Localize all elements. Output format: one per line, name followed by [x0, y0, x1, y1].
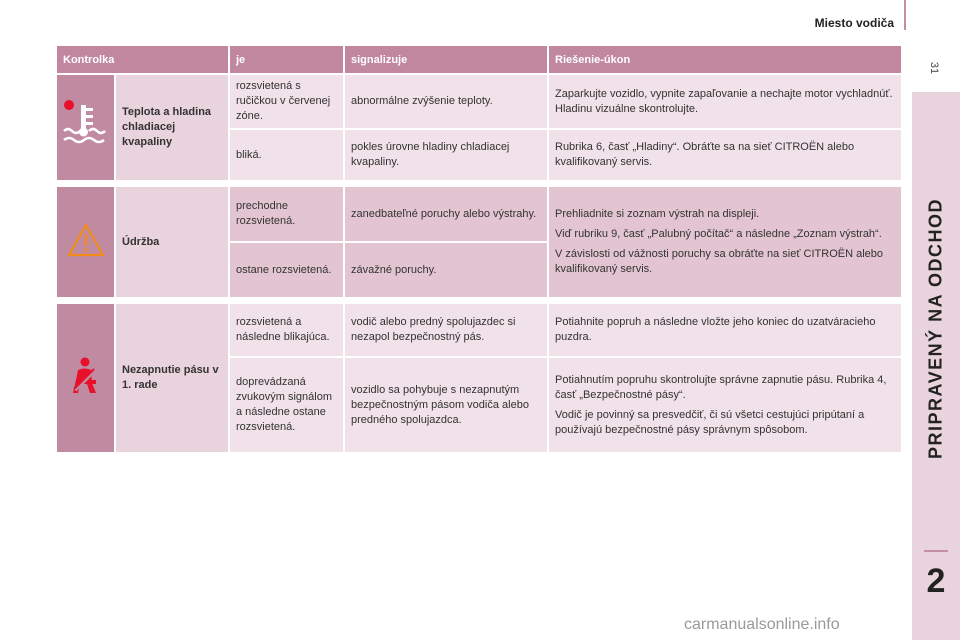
action-cell: [549, 130, 903, 182]
seatbelt-warning-icon: [66, 356, 106, 396]
warning-name: Teplota a hladina chladiacej kvapaliny: [116, 75, 230, 182]
chapter-title: PRIPRAVENÝ NA ODCHOD: [925, 197, 946, 460]
service-warning-icon: [66, 222, 106, 258]
action-text: Rubrika 6, časť „Hladiny“. Obráťte sa na sieť CITROËN alebo kvalifikovaný servis.: [555, 141, 855, 168]
icon-cell: [57, 187, 116, 299]
signal-cell: abnormálne zvýšenie teploty.: [345, 75, 549, 130]
state-cell: bliká.: [230, 130, 345, 182]
table-row: [57, 304, 903, 358]
action-text: Potiahnutím popruhu skontrolujte správne zapnutie pásu. Rubrika 4, časť „Bezpečnostné pásy“.: [555, 373, 887, 401]
page-header-title: Miesto vodiča: [814, 16, 894, 30]
action-text: Potiahnite popruh a následne vložte jeho koniec do uzatváracieho puzdra.: [555, 316, 876, 343]
signal-cell: vozidlo sa pohybuje s nezapnutým bezpečnostným pásom vodiča alebo predného spolujazdca.: [345, 358, 549, 454]
state-cell: prechodne rozsvietená.: [230, 187, 345, 243]
table-header-row: [57, 46, 903, 75]
page-number: 31: [928, 61, 940, 75]
header-riesenie: Riešenie-úkon: [549, 46, 903, 75]
chapter-side-tab: [912, 92, 960, 640]
state-cell: doprevádzaná zvukovým signálom a následne ostane rozsvietená.: [230, 358, 345, 454]
action-text: V závislosti od vážnosti poruchy sa obráťte na sieť CITROËN alebo kvalifikovaný servis.: [555, 248, 884, 275]
action-cell: [549, 187, 903, 299]
action-cell: [549, 304, 903, 358]
warning-name: Údržba: [116, 187, 230, 299]
table-row: [57, 75, 903, 130]
signal-cell: zanedbateľné poruchy alebo výstrahy.: [345, 187, 549, 243]
signal-cell: pokles úrovne hladiny chladiacej kvapaliny.: [345, 130, 549, 182]
coolant-temperature-icon: [59, 95, 113, 155]
state-cell: rozsvietená a následne blikajúca.: [230, 304, 345, 358]
action-text: Vodič je povinný sa presvedčiť, či sú všetci cestujúci pripútaní a používajú bezpečnostné pásy správnym spôsobom.: [555, 408, 865, 436]
warning-lights-table: [57, 46, 903, 454]
watermark: carmanualsonline.info: [684, 616, 840, 633]
action-text: Prehliadnite si zoznam výstrah na displeji.: [555, 208, 760, 220]
chapter-number: 2: [926, 562, 946, 600]
signal-cell: závažné poruchy.: [345, 243, 549, 299]
state-cell: rozsvietená s ručičkou v červenej zóne.: [230, 75, 345, 130]
action-cell: [549, 75, 903, 130]
action-text: Zaparkujte vozidlo, vypnite zapaľovanie a nechajte motor vychladnúť. Hladinu vizuálne skontrolujte.: [555, 87, 893, 115]
action-text: Viď rubriku 9, časť „Palubný počítač“ a následne „Zoznam výstrah“.: [555, 228, 882, 240]
header-kontrolka: Kontrolka: [57, 46, 230, 75]
action-cell: [549, 358, 903, 454]
chapter-rule: [924, 550, 948, 552]
state-cell: ostane rozsvietená.: [230, 243, 345, 299]
icon-cell: [57, 304, 116, 454]
icon-cell: [57, 75, 116, 182]
header-rule: [904, 0, 906, 30]
warning-name: Nezapnutie pásu v 1. rade: [116, 304, 230, 454]
header-signalizuje: signalizuje: [345, 46, 549, 75]
header-je: je: [230, 46, 345, 75]
table-row: [57, 187, 903, 243]
signal-cell: vodič alebo predný spolujazdec si nezapol bezpečnostný pás.: [345, 304, 549, 358]
